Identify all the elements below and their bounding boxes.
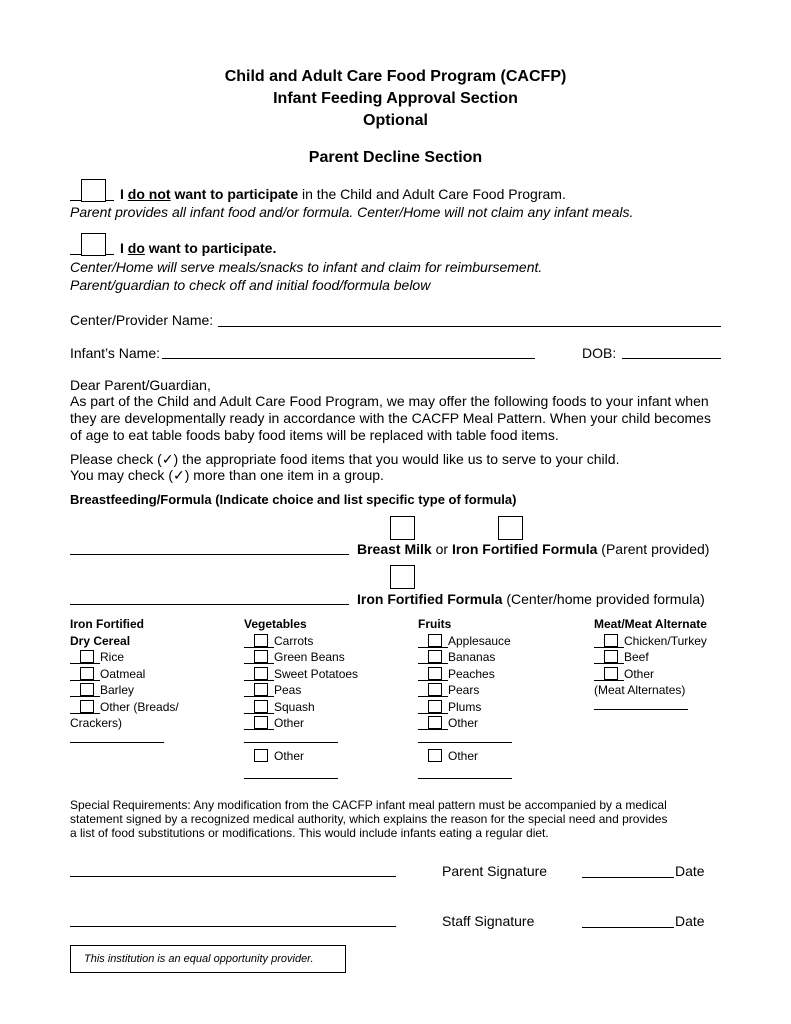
letter-greeting: Dear Parent/Guardian, [70, 377, 211, 393]
cereal-item[interactable]: Barley [70, 682, 240, 699]
fruit-item[interactable]: Peaches [418, 666, 588, 683]
meat-item[interactable]: Other [594, 666, 764, 683]
parent-signature-label: Parent Signature [442, 863, 548, 879]
staff-signature-line[interactable] [70, 926, 396, 927]
parent-date-label: Date [675, 863, 705, 879]
parent-date-line[interactable] [582, 877, 674, 878]
checkbox-icon[interactable] [428, 700, 442, 713]
equal-opportunity-notice: This institution is an equal opportunity provider. [70, 945, 346, 973]
dob-field[interactable] [622, 358, 721, 359]
checkbox-icon[interactable] [604, 650, 618, 663]
cereal-heading-1: Iron Fortified [70, 617, 144, 631]
cereal-heading-2: Dry Cereal [70, 633, 131, 648]
vegetable-item[interactable]: Green Beans [244, 649, 414, 666]
letter-line-1: As part of the Child and Adult Care Food Program, we may offer the following foods to your infant when [70, 393, 709, 409]
check-instruction-2: You may check (✓) more than one item in a group. [70, 467, 384, 483]
vegetables-column [244, 616, 414, 765]
checkbox-icon[interactable] [428, 650, 442, 663]
optional-label: Optional [363, 112, 428, 129]
provider-name-label: Center/Provider Name: [70, 312, 214, 328]
checkbox-icon[interactable] [428, 634, 442, 647]
accept-note-2: Parent/guardian to check off and initial food/formula below [70, 277, 431, 293]
parent-formula-checkbox[interactable] [498, 516, 523, 540]
checkbox-icon[interactable] [254, 716, 268, 729]
checkbox-icon[interactable] [254, 683, 268, 696]
meat-other-line[interactable] [594, 699, 764, 716]
center-formula-checkbox[interactable] [390, 565, 415, 589]
special-req-line-1: Special Requirements: Any modification from the CACFP infant meal pattern must be accompanied by a medical [70, 798, 667, 812]
vegetable-item[interactable]: Sweet Potatoes [244, 666, 414, 683]
decline-checkbox[interactable] [81, 179, 106, 202]
checkbox-icon[interactable] [428, 749, 442, 762]
section-title: Parent Decline Section [308, 149, 483, 166]
infant-name-field[interactable] [162, 358, 535, 359]
center-formula-type-line[interactable] [70, 604, 349, 605]
accept-checkbox[interactable] [81, 233, 106, 256]
fruit-item[interactable]: Plums [418, 699, 588, 716]
accept-statement: I do want to participate. [120, 240, 277, 256]
provider-name-field[interactable] [218, 326, 721, 327]
checkbox-icon[interactable] [604, 667, 618, 680]
vegetable-item[interactable]: Squash [244, 699, 414, 716]
parent-formula-option: Breast Milk or Iron Fortified Formula (Parent provided) [357, 541, 710, 557]
letter-line-2: they are developmentally ready in accordance with the CACFP Meal Pattern. When your child becomes [70, 410, 711, 426]
checkbox-icon[interactable] [254, 749, 268, 762]
staff-date-label: Date [675, 913, 705, 929]
vegetable-item[interactable]: Other [244, 715, 414, 732]
form-subtitle: Infant Feeding Approval Section [273, 90, 518, 107]
cereal-other-line[interactable] [70, 732, 240, 749]
checkbox-icon[interactable] [604, 634, 618, 647]
fruit-item[interactable]: Other [418, 715, 588, 732]
parent-formula-type-line[interactable] [70, 554, 349, 555]
meat-column [594, 616, 764, 715]
checkbox-icon[interactable] [428, 667, 442, 680]
vegetable-item[interactable]: Carrots [244, 633, 414, 650]
vegetable-extra-item[interactable]: Other [244, 748, 414, 765]
vegetables-heading: Vegetables [244, 617, 307, 631]
fruits-column [418, 616, 588, 765]
meat-item[interactable]: Chicken/Turkey [594, 633, 764, 650]
formula-heading: Breastfeeding/Formula (Indicate choice and list specific type of formula) [70, 492, 517, 507]
parent-signature-line[interactable] [70, 876, 396, 877]
cereal-item[interactable]: Rice [70, 649, 240, 666]
checkbox-icon[interactable] [80, 700, 94, 713]
special-req-line-3: a list of food substitutions or modifications. This would include infants eating a regular diet. [70, 826, 549, 840]
check-instruction-1: Please check (✓) the appropriate food items that you would like us to serve to your child. [70, 451, 620, 467]
checkbox-icon[interactable] [80, 667, 94, 680]
decline-note: Parent provides all infant food and/or formula. Center/Home will not claim any infant meals. [70, 204, 634, 220]
fruit-item[interactable]: Bananas [418, 649, 588, 666]
checkbox-icon[interactable] [80, 683, 94, 696]
breast-milk-checkbox[interactable] [390, 516, 415, 540]
vegetable-item[interactable]: Peas [244, 682, 414, 699]
staff-signature-label: Staff Signature [442, 913, 535, 929]
fruit-extra-item[interactable]: Other [418, 748, 588, 765]
dob-label: DOB: [582, 345, 617, 361]
checkbox-icon[interactable] [254, 700, 268, 713]
checkbox-icon[interactable] [254, 634, 268, 647]
staff-date-line[interactable] [582, 927, 674, 928]
meat-heading: Meat/Meat Alternate [594, 617, 707, 631]
letter-line-3: of age to eat table foods baby food items will be replaced with table food items. [70, 427, 559, 443]
infant-name-label: Infant’s Name: [70, 345, 161, 361]
fruit-item[interactable]: Applesauce [418, 633, 588, 650]
accept-note-1: Center/Home will serve meals/snacks to infant and claim for reimbursement. [70, 259, 543, 275]
checkbox-icon[interactable] [428, 716, 442, 729]
checkbox-icon[interactable] [254, 650, 268, 663]
cereal-column [70, 616, 240, 748]
center-formula-option: Iron Fortified Formula (Center/home provided formula) [357, 591, 705, 607]
checkbox-icon[interactable] [428, 683, 442, 696]
checkbox-icon[interactable] [254, 667, 268, 680]
checkbox-icon[interactable] [80, 650, 94, 663]
fruit-item[interactable]: Pears [418, 682, 588, 699]
cereal-item-wrap: Crackers) [70, 716, 123, 730]
fruits-heading: Fruits [418, 617, 452, 631]
special-req-line-2: statement signed by a recognized medical authority, which explains the reason for the special need and provides [70, 812, 668, 826]
decline-statement: I do not want to participate in the Child and Adult Care Food Program. [120, 186, 566, 202]
cereal-item[interactable]: Other (Breads/ [70, 699, 240, 716]
meat-item[interactable]: Beef [594, 649, 764, 666]
meat-note: (Meat Alternates) [594, 683, 686, 697]
cereal-item[interactable]: Oatmeal [70, 666, 240, 683]
form-title: Child and Adult Care Food Program (CACFP) [224, 68, 567, 85]
